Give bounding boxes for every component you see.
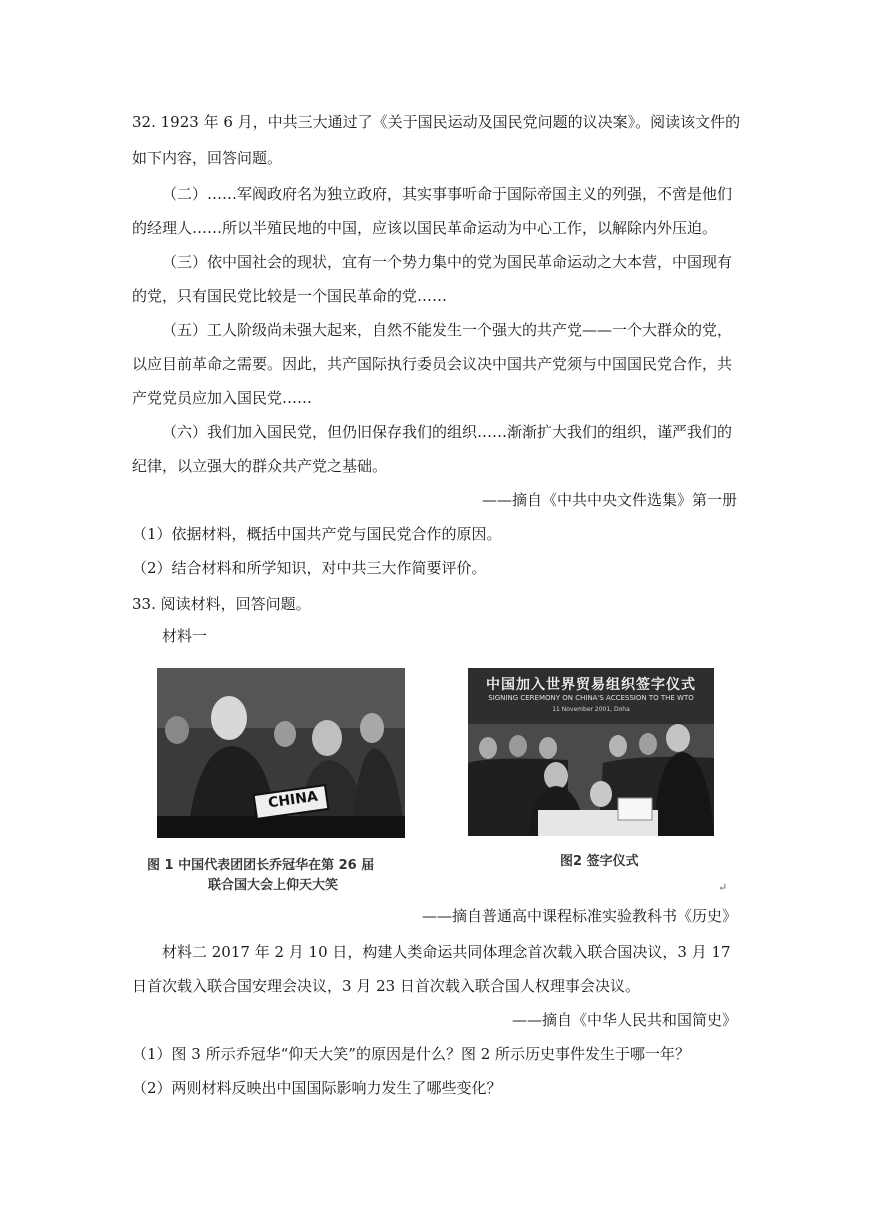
q32-para3-line-2: 的党，只有国民党比较是一个国民革命的党……: [132, 287, 448, 305]
q32-para5-line-3: 产党党员应加入国民党……: [132, 389, 313, 407]
q33-question-2: （2）两则材料反映出中国国际影响力发生了哪些变化？: [132, 1079, 502, 1097]
q32-para5-line-1: （五）工人阶级尚未强大起来，自然不能发生一个强大的共产党——一个大群众的党，: [162, 321, 733, 339]
q32-line-2: 如下内容，回答问题。: [132, 149, 283, 167]
q32-source: ——摘自《中共中央文件选集》第一册: [481, 491, 737, 509]
q32-para5-line-2: 以应目前革命之需要。因此，共产国际执行委员会议决中国共产党须与中国国民党合作，共: [132, 355, 733, 373]
figure-1-photo: [157, 668, 405, 838]
q32-line-1: 32. 1923 年 6 月，中共三大通过了《关于国民运动及国民党问题的议决案》。阅读该文件的: [132, 113, 741, 131]
q32-question-2: （2）结合材料和所学知识，对中共三大作简要评价。: [132, 559, 487, 577]
q32-para3-line-1: （三）依中国社会的现状，宜有一个势力集中的党为国民革命运动之大本营，中国现有: [162, 253, 733, 271]
material-2-line-1: 材料二 2017 年 2 月 10 日，构建人类命运共同体理念首次载入联合国决议，3 月 17: [162, 943, 731, 961]
q33-source-2: ——摘自《中华人民共和国简史》: [511, 1011, 737, 1029]
figure-2-photo: [468, 668, 714, 836]
wto-banner-english: SIGNING CEREMONY ON CHINA'S ACCESSION TO THE WTO: [488, 694, 694, 702]
q32-question-1: （1）依据材料，概括中国共产党与国民党合作的原因。: [132, 525, 502, 543]
wto-banner-chinese: 中国加入世界贸易组织签字仪式: [486, 677, 696, 693]
figure-1-caption-line-2: 联合国大会上仰天大笑: [208, 878, 339, 893]
figure-1-caption-line-1: 图 1 中国代表团团长乔冠华在第 26 届: [147, 858, 375, 873]
q32-para2-line-1: （二）……军阀政府名为独立政府，其实事事听命于国际帝国主义的列强，不啻是他们: [162, 185, 733, 203]
q32-para6-line-1: （六）我们加入国民党，但仍旧保存我们的组织……渐渐扩大我们的组织，谨严我们的: [162, 423, 733, 441]
figure-1-photo-image: [157, 668, 405, 838]
paragraph-mark: ↵: [718, 881, 728, 894]
q32-para2-line-2: 的经理人……所以半殖民地的中国，应该以国民革命运动为中心工作，以解除内外压迫。: [132, 219, 718, 237]
wto-banner-date: 11 November 2001, Doha: [552, 706, 630, 713]
china-nameplate: CHINA: [267, 788, 319, 812]
material-1-label: 材料一: [162, 627, 208, 645]
q33-line-1: 33. 阅读材料，回答问题。: [132, 595, 311, 613]
q32-para6-line-2: 纪律，以立强大的群众共产党之基础。: [132, 457, 388, 475]
figure-2-caption: 图2 签字仪式: [560, 854, 639, 869]
q33-question-1: （1）图 3 所示乔冠华“仰天大笑”的原因是什么？图 2 所示历史事件发生于哪一年？: [132, 1045, 691, 1063]
q33-source-1: ——摘自普通高中课程标准实验教科书《历史》: [421, 907, 737, 925]
material-2-line-2: 日首次载入联合国安理会决议，3 月 23 日首次载入联合国人权理事会决议。: [132, 977, 640, 995]
